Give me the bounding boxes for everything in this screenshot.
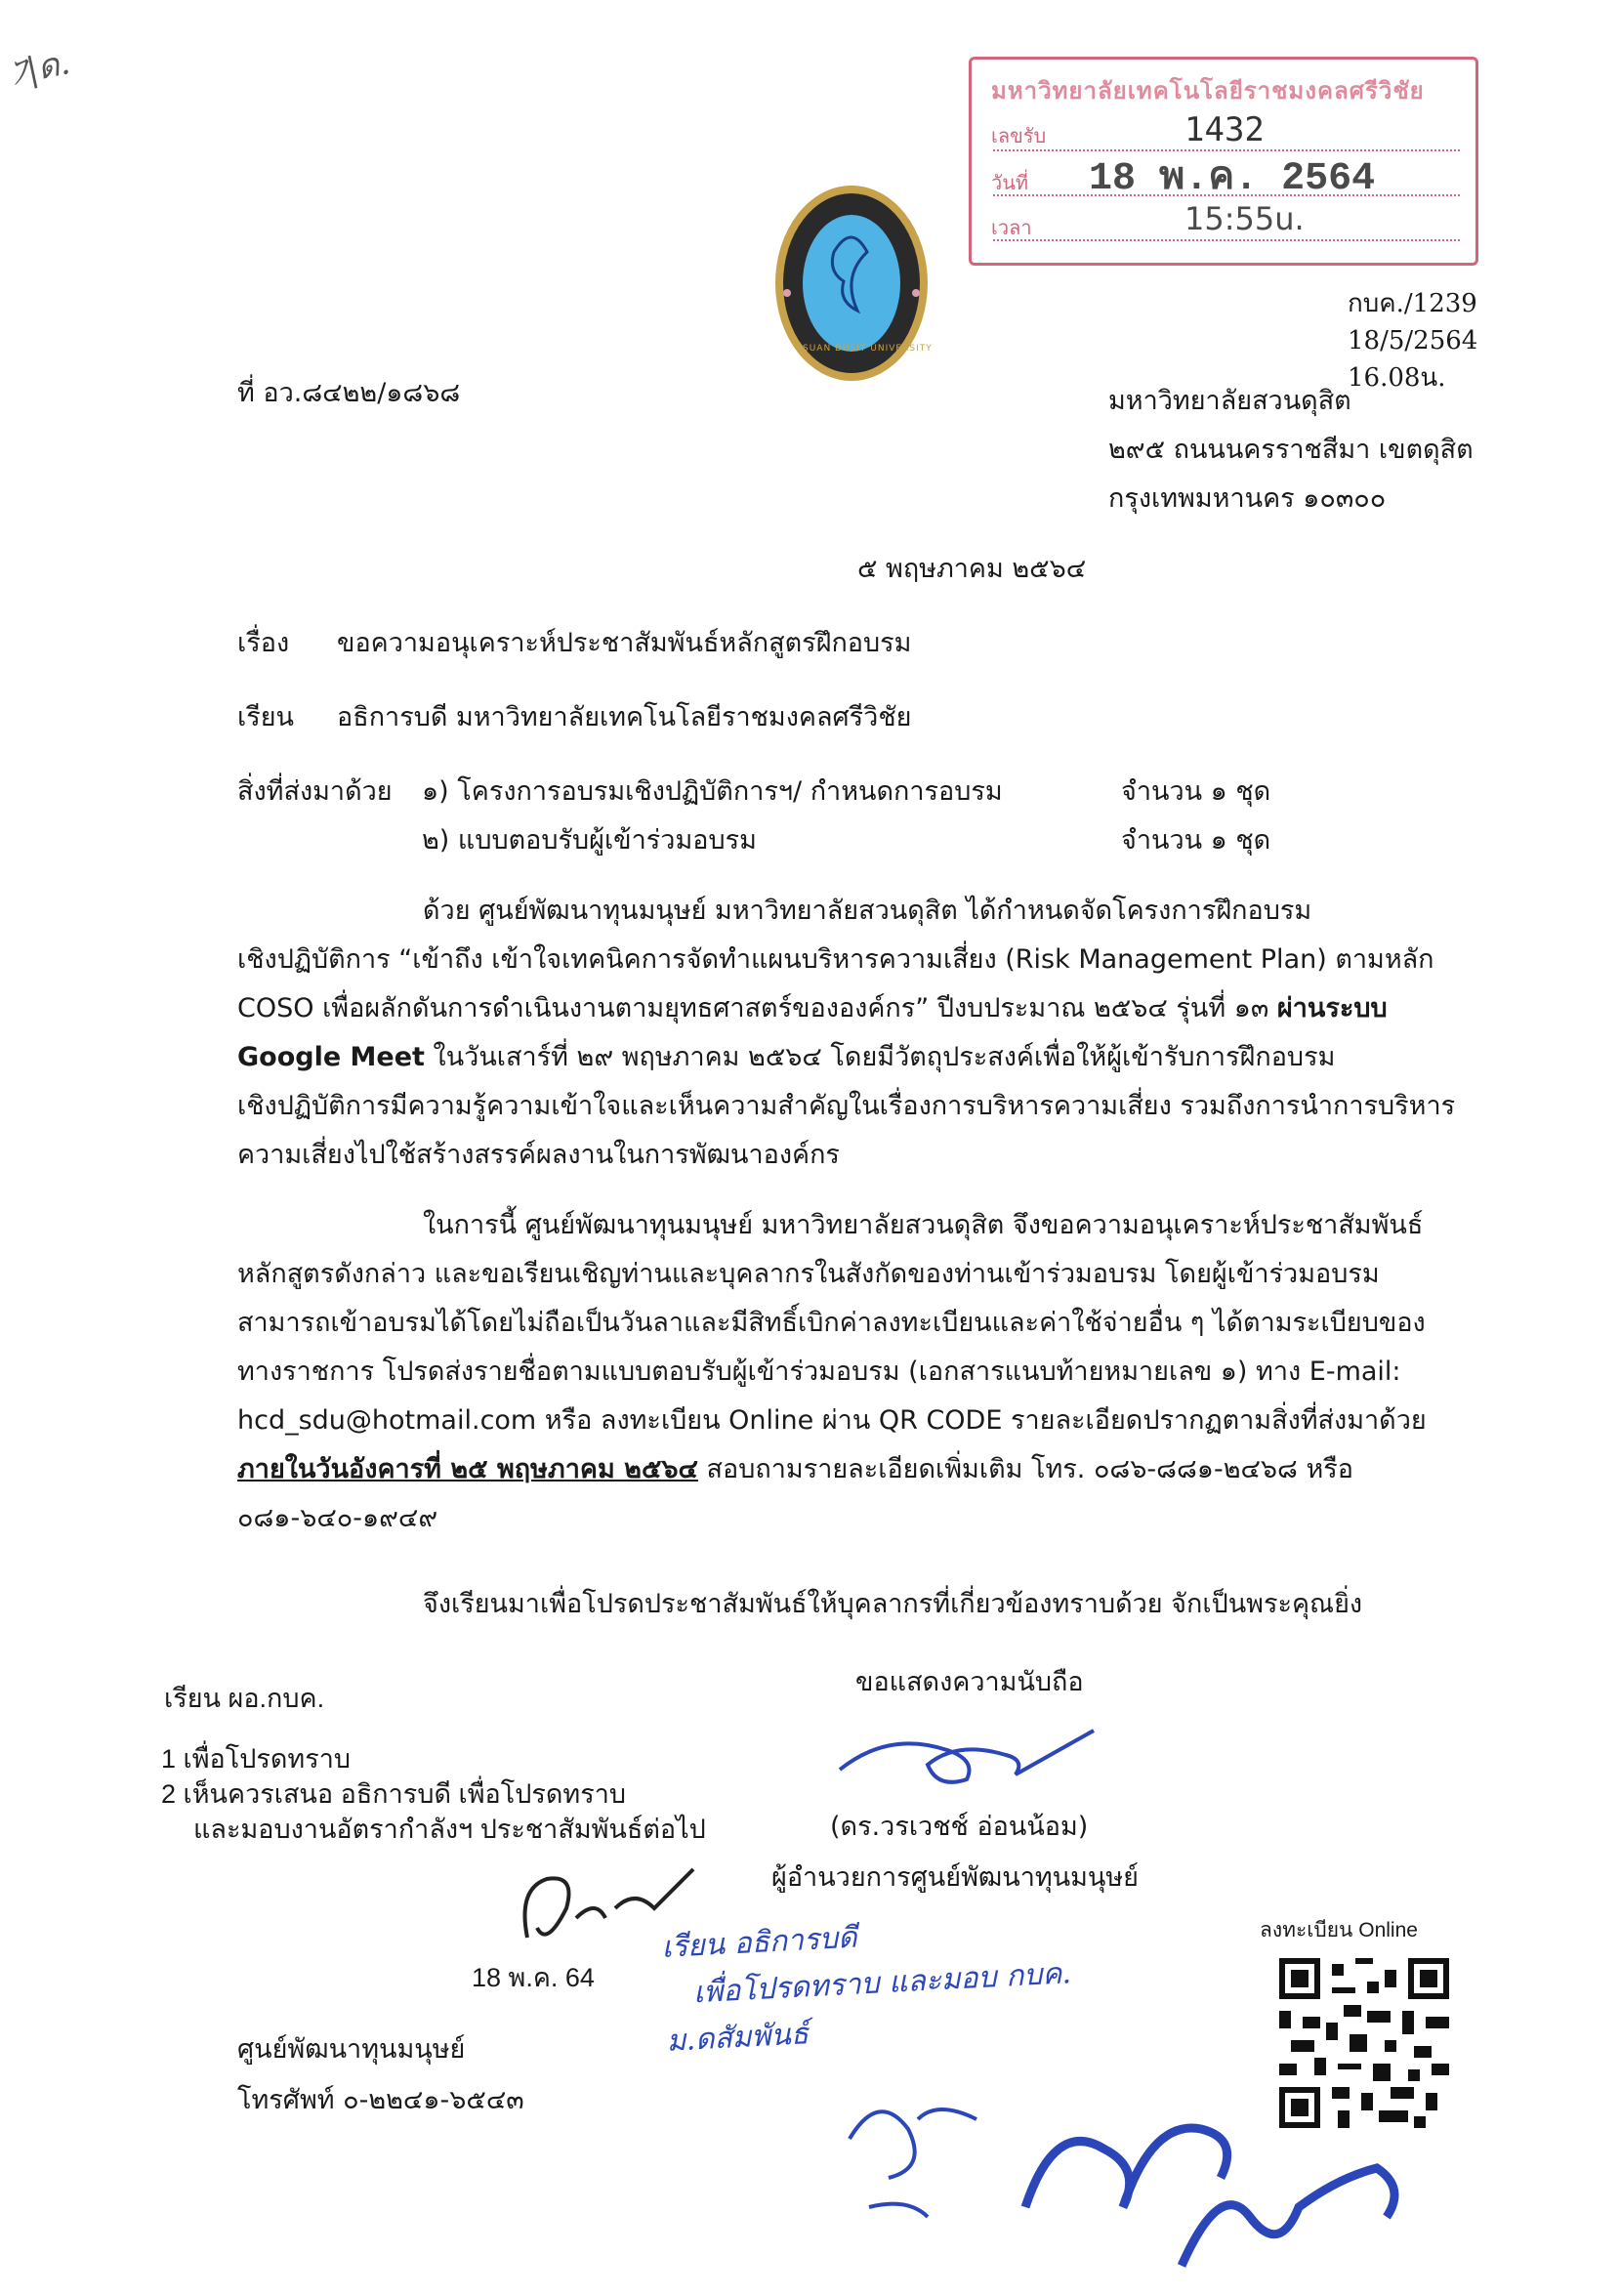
logo-text: SUAN DUSIT UNIVERSITY	[803, 344, 933, 354]
internal-note-item-2b: และมอบงานอัตรากำลังฯ ประชาสัมพันธ์ต่อไป	[193, 1815, 706, 1844]
subject-label: เรื่อง	[237, 628, 290, 658]
margin-note: ﾌ|ด.	[6, 43, 74, 94]
internal-note-item-1: 1 เพื่อโปรดทราบ	[161, 1744, 352, 1774]
sender-address: มหาวิทยาลัยสวนดุสิต ๒๙๕ ถนนนครราชสีมา เขตดุสิต กรุงเทพมหานคร ๑๐๓๐๐	[1108, 386, 1474, 514]
enclosure-item-1: ๑) โครงการอบรมเชิงปฏิบัติการฯ/ กำหนดการอบรม	[422, 776, 1003, 807]
receipt-stamp: มหาวิทยาลัยเทคโนโลยีราชมงคลศรีวิชัย เลขรับ วันที่ เวลา 1432 18 พ.ค. 2564 15:55u.	[969, 57, 1478, 266]
handwritten-receipt: กบค./1239 18/5/2564 16.08น.	[1348, 289, 1478, 393]
ref-number: ที่ อว.๘๔๒๒/๑๘๖๘	[237, 378, 461, 408]
letter-date: ๕ พฤษภาคม ๒๕๖๔	[857, 554, 1087, 584]
internal-note-date: 18 พ.ค. 64	[472, 1963, 595, 1992]
enclosure-qty-2: จำนวน ๑ ชุด	[1121, 825, 1271, 856]
internal-note-to: เรียน ผอ.กบค.	[164, 1684, 325, 1713]
deadline: ภายในวันอังคารที่ ๒๕ พฤษภาคม ๒๕๖๔	[237, 1454, 698, 1484]
signature	[830, 1711, 1103, 1799]
contact-phone: โทรศัพท์ ๐-๒๒๔๑-๖๕๔๓	[237, 2085, 524, 2115]
signer-title: ผู้อำนวยการศูนย์พัฒนาทุนมนุษย์	[771, 1862, 1139, 1893]
qr-label: ลงทะเบียน Online	[1260, 1919, 1418, 1941]
stamp-header: มหาวิทยาลัยเทคโนโลยีราชมงคลศรีวิชัย	[991, 77, 1425, 104]
to-text: อธิการบดี มหาวิทยาลัยเทคโนโลยีราชมงคลศรีวิชัย	[337, 702, 912, 732]
enclosure-item-2: ๒) แบบตอบรับผู้เข้าร่วมอบรม	[422, 825, 757, 856]
stamp-time: 15:55u.	[1184, 200, 1305, 237]
stamp-date: 18 พ.ค. 2564	[1089, 157, 1376, 201]
signer-name: (ดร.วรเวชช์ อ่อนน้อม)	[830, 1812, 1089, 1842]
handwritten-note: เรียน อธิการบดี เพื่อโปรดทราบ และมอบ กบค. ม.ดสัมพันธ์	[660, 1920, 1072, 2059]
qr-code[interactable]	[1279, 1958, 1449, 2128]
to-label: เรียน	[237, 702, 295, 732]
stamp-number: 1432	[1184, 110, 1265, 149]
paragraph-1: ด้วย ศูนย์พัฒนาทุนมนุษย์ มหาวิทยาลัยสวนดุสิต ได้กำหนดจัดโครงการฝึกอบรม เชิงปฏิบัติการ “เข้าถึง เข้าใจเทคนิคการจัดทำแผนบริหารความเสี่ยง (Risk Management Plan) ตามหลัก COSO เพื่อผลักดันการดำเนินงานตามยุทธศาสตร์ขององค์กร” ปีงบประมาณ ๒๕๖๔ รุ่นที่ ๑๓ ผ่านระบบ Google Meet ในวันเสาร์ที่ ๒๙ พฤษภาคม ๒๕๖๔ โดยมีวัตถุประสงค์เพื่อให้ผู้เข้ารับการฝึกอบรม เชิงปฏิบัติการมีความรู้ความเข้าใจและเห็นความสำคัญในเรื่องการบริหารความเสี่ยง รวมถึงการนำการบริหาร ความเสี่ยงไปใช้สร้างสรรค์ผลงานในการพัฒนาองค์กร	[237, 896, 1456, 1170]
paragraph-2: ในการนี้ ศูนย์พัฒนาทุนมนุษย์ มหาวิทยาลัยสวนดุสิต จึงขอความอนุเคราะห์ประชาสัมพันธ์ หลักสูตรดังกล่าว และขอเรียนเชิญท่านและบุคลากรในสังกัดของท่านเข้าร่วมอบรม โดยผู้เข้าร่วมอบรม สามารถเข้าอบรมได้โดยไม่ถือเป็นวันลาและมีสิทธิ์เบิกค่าลงทะเบียนและค่าใช้จ่ายอื่น ๆ ได้ตามระเบียบของ ทางราชการ โปรดส่งรายชื่อตามแบบตอบรับผู้เข้าร่วมอบรม (เอกสารแนบท้ายหมายเลข ๑) ทาง E-mail: hcd_sdu@hotmail.com หรือ ลงทะเบียน Online ผ่าน QR CODE รายละเอียดปรากฏตามสิ่งที่ส่งมาด้วย ภายในวันอังคารที่ ๒๕ พฤษภาคม ๒๕๖๔ สอบถามรายละเอียดเพิ่มเติม โทร. ๐๘๖-๘๘๑-๒๔๖๘ หรือ ๐๘๑-๖๔๐-๑๙๔๙	[237, 1210, 1427, 1533]
internal-note-item-2: 2 เห็นควรเสนอ อธิการบดี เพื่อโปรดทราบ	[161, 1779, 627, 1809]
subject-text: ขอความอนุเคราะห์ประชาสัมพันธ์หลักสูตรฝึกอบรม	[337, 628, 912, 658]
closing-line: จึงเรียนมาเพื่อโปรดประชาสัมพันธ์ให้บุคลากรที่เกี่ยวข้องทราบด้วย จักเป็นพระคุณยิ่ง	[423, 1589, 1363, 1619]
regards: ขอแสดงความนับถือ	[855, 1667, 1084, 1697]
contact-dept: ศูนย์พัฒนาทุนมนุษย์	[237, 2034, 466, 2065]
enclosure-qty-1: จำนวน ๑ ชุด	[1121, 776, 1271, 807]
enclosures-label: สิ่งที่ส่งมาด้วย	[237, 776, 393, 807]
